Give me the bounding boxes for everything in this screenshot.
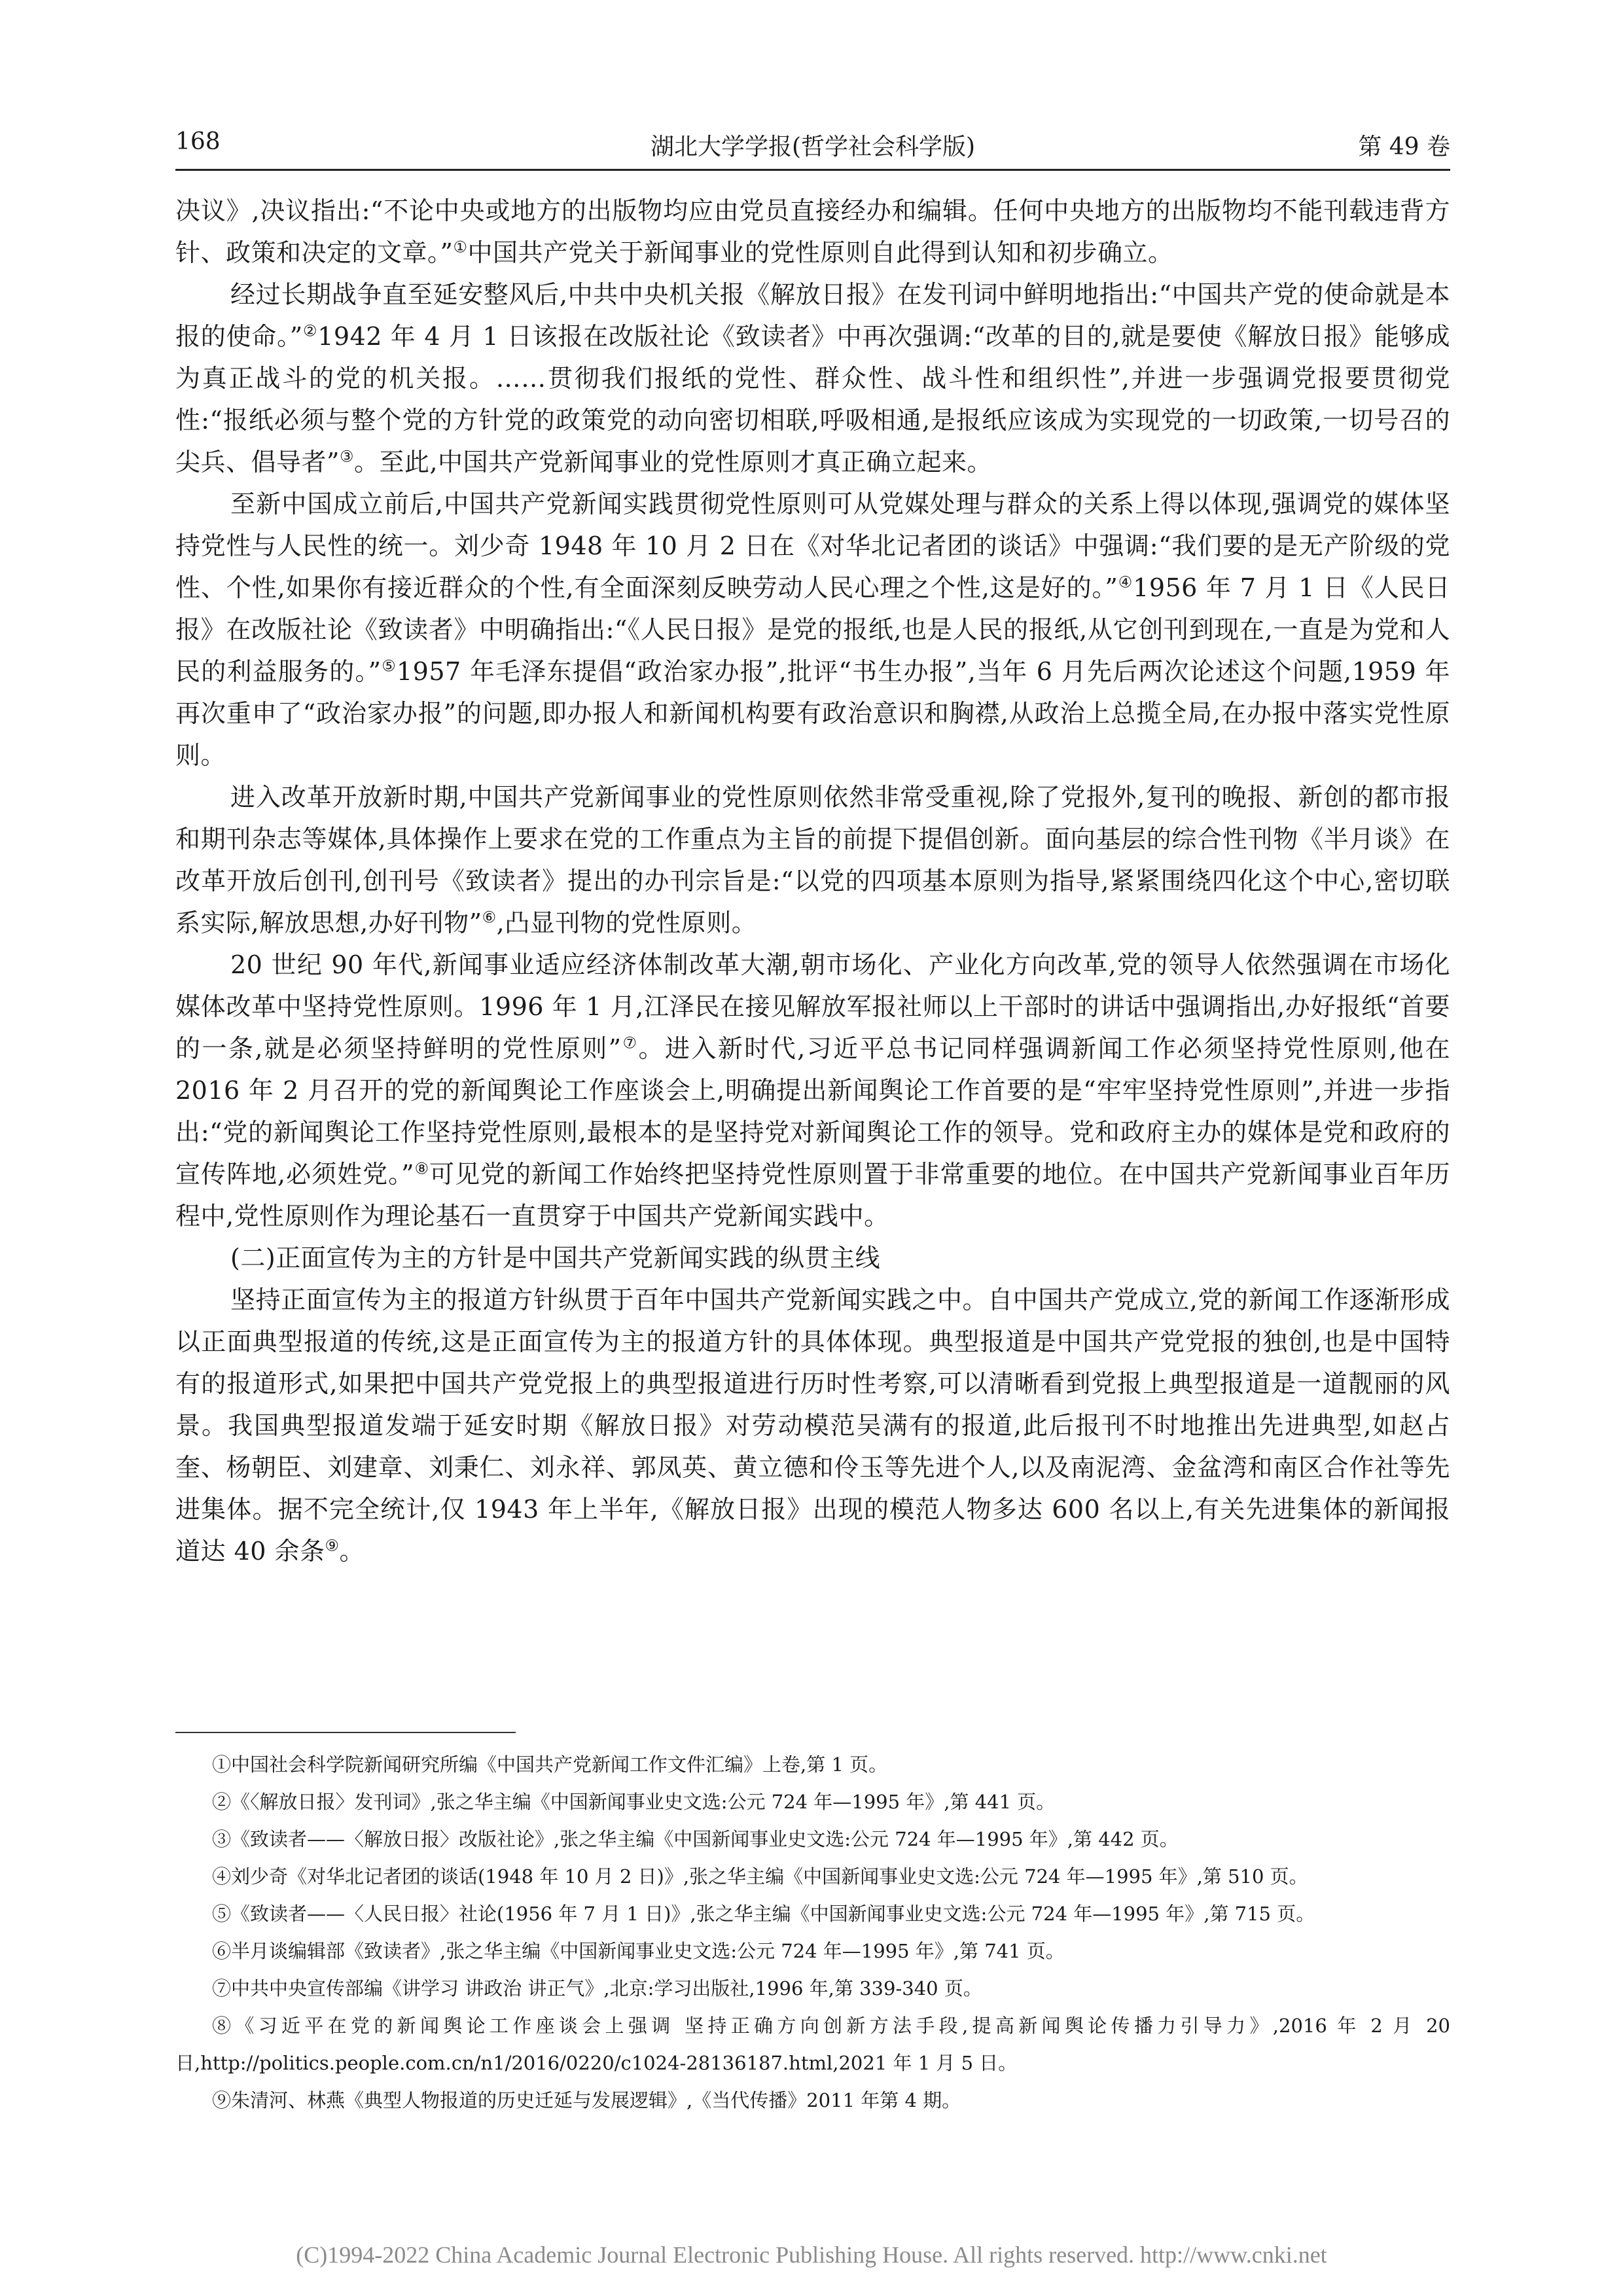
paragraph-4: 进入改革开放新时期,中国共产党新闻事业的党性原则依然非常受重视,除了党报外,复刊的晚报、新创的都市报和期刊杂志等媒体,具体操作上要求在党的工作重点为主旨的前提下提倡创新。面向基层的综合性刊物《半月谈》在改革开放后创刊,创刊号《致读者》提出的办刊宗旨是:“以党的四项基本原则为指导,紧紧围绕四化这个中心,密切联系实际,解放思想,办好刊物”⑥,凸显刊物的党性原则。 [175, 783, 1450, 937]
footnotes [175, 1746, 1450, 2119]
page-number: 168 [175, 128, 221, 155]
paragraph-2: 经过长期战争直至延安整风后,中共中央机关报《解放日报》在发刊词中鲜明地指出:“中国共产党的使命就是本报的使命。”②1942 年 4 月 1 日该报在改版社论《致读者》中再次强调:“改革的目的,就是要使《解放日报》能够成为真正战斗的党的机关报。……贯彻我们报纸的党性、群众性、战斗性和组织性”,并进一步强调党报要贯彻党性:“报纸必须与整个党的方针党的政策党的动向密切相联,呼吸相通,是报纸应该成为实现党的一切政策,一切号召的尖兵、倡导者”③。至此,中国共产党新闻事业的党性原则才真正确立起来。 [175, 280, 1451, 476]
footnote-ref: ① [453, 238, 468, 257]
footnote-1: ①中国社会科学院新闻研究所编《中国共产党新闻工作文件汇编》上卷,第 1 页。 [212, 1753, 888, 1776]
section-heading: (二)正面宣传为主的方针是中国共产党新闻实践的纵贯主线 [230, 1244, 881, 1272]
footnote-6: ⑥半月谈编辑部《致读者》,张之华主编《中国新闻事业史文选:公元 724 年—1995 年》,第 741 页。 [212, 1940, 1065, 1962]
footnote-ref: ⑨ [325, 1536, 340, 1555]
journal-title: 湖北大学学报(哲学社会科学版) [650, 134, 976, 160]
running-header [175, 123, 1450, 164]
footnote-8: ⑧《习近平在党的新闻舆论工作座谈会上强调 坚持正确方向创新方法手段,提高新闻舆论传播力引导力》,2016 年 2 月 20 日,http://politics.people.com.cn/n1/2016/0220/c1024-28136187.html,2021 年 1 月 5 日。 [175, 2015, 1450, 2074]
article-body [175, 190, 1450, 1572]
footnote-9: ⑨朱清河、林燕《典型人物报道的历史迁延与发展逻辑》,《当代传播》2011 年第 4 期。 [212, 2089, 961, 2111]
paragraph-6: 坚持正面宣传为主的报道方针纵贯于百年中国共产党新闻实践之中。自中国共产党成立,党的新闻工作逐渐形成以正面典型报道的传统,这是正面宣传为主的报道方针的具体体现。典型报道是中国共产党党报的独创,也是中国特有的报道形式,如果把中国共产党党报上的典型报道进行历时性考察,可以清晰看到党报上典型报道是一道靓丽的风景。我国典型报道发端于延安时期《解放日报》对劳动模范吴满有的报道,此后报刊不时地推出先进典型,如赵占奎、杨朝臣、刘建章、刘秉仁、刘永祥、郭凤英、黄立德和伶玉等先进个人,以及南泥湾、金盆湾和南区合作社等先进集体。据不完全统计,仅 1943 年上半年,《解放日报》出现的模范人物多达 600 名以上,有关先进集体的新闻报道达 40 余条⑨。 [175, 1285, 1450, 1566]
copyright-notice: (C)1994-2022 China Academic Journal Electronic Publishing House. All rights reserved. http://www.cnki.net [296, 2242, 1327, 2268]
footnote-4: ④刘少奇《对华北记者团的谈话(1948 年 10 月 2 日)》,张之华主编《中国新闻事业史文选:公元 724 年—1995 年》,第 510 页。 [212, 1865, 1308, 1888]
footnote-3: ③《致读者——〈解放日报〉改版社论》,张之华主编《中国新闻事业史文选:公元 724 年—1995 年》,第 442 页。 [212, 1828, 1179, 1850]
footnote-7: ⑦中共中央宣传部编《讲学习 讲政治 讲正气》,北京:学习出版社,1996 年,第 339-340 页。 [212, 1977, 982, 2000]
footnote-ref: ⑤ [381, 656, 397, 675]
footnote-ref: ⑥ [482, 908, 497, 927]
paragraph-3: 至新中国成立前后,中国共产党新闻实践贯彻党性原则可从党媒处理与群众的关系上得以体现,强调党的媒体坚持党性与人民性的统一。刘少奇 1948 年 10 月 2 日在《对华北记者团的谈话》中强调:“我们要的是无产阶级的党性、个性,如果你有接近群众的个性,有全面深刻反映劳动人民心理之个性,这是好的。”④1956 年 7 月 1 日《人民日报》在改版社论《致读者》中明确指出:“《人民日报》是党的报纸,也是人民的报纸,从它创刊到现在,一直是为党和人民的利益服务的。”⑤1957 年毛泽东提倡“政治家办报”,批评“书生办报”,当年 6 月先后两次论述这个问题,1959 年再次重申了“政治家办报”的问题,即办报人和新闻机构要有政治意识和胸襟,从政治上总揽全局,在办报中落实党性原则。 [175, 490, 1451, 770]
footnote-ref: ② [302, 321, 318, 340]
paragraph-1: 决议》,决议指出:“不论中央或地方的出版物均应由党员直接经办和编辑。任何中央地方的出版物均不能刊载违背方针、政策和决定的文章。”①中国共产党关于新闻事业的党性原则自此得到认知和初步确立。 [175, 196, 1450, 267]
footnote-2: ②《〈解放日报〉发刊词》,张之华主编《中国新闻事业史文选:公元 724 年—1995 年》,第 441 页。 [212, 1791, 1056, 1813]
footnote-ref: ③ [339, 447, 354, 466]
footnote-ref: ④ [1118, 573, 1133, 592]
footnote-ref: ⑦ [621, 1033, 639, 1052]
header-rule [175, 169, 1450, 171]
footnote-ref: ⑧ [414, 1159, 430, 1178]
footnote-5: ⑤《致读者——〈人民日报〉社论(1956 年 7 月 1 日)》,张之华主编《中国新闻事业史文选:公元 724 年—1995 年》,第 715 页。 [212, 1903, 1315, 1925]
footnote-rule [175, 1732, 516, 1733]
volume-label: 第 49 卷 [1358, 134, 1450, 160]
paragraph-5: 20 世纪 90 年代,新闻事业适应经济体制改革大潮,朝市场化、产业化方向改革,党的领导人依然强调在市场化媒体改革中坚持党性原则。1996 年 1 月,江泽民在接见解放军报社师以上干部时的讲话中强调指出,办好报纸“首要的一条,就是必须坚持鲜明的党性原则”⑦。进入新时代,习近平总书记同样强调新闻工作必须坚持党性原则,他在 2016 年 2 月召开的党的新闻舆论工作座谈会上,明确提出新闻舆论工作首要的是“牢牢坚持党性原则”,并进一步指出:“党的新闻舆论工作坚持党性原则,最根本的是坚持党对新闻舆论工作的领导。党和政府主办的媒体是党和政府的宣传阵地,必须姓党。”⑧可见党的新闻工作始终把坚持党性原则置于非常重要的地位。在中国共产党新闻事业百年历程中,党性原则作为理论基石一直贯穿于中国共产党新闻实践中。 [175, 950, 1451, 1230]
